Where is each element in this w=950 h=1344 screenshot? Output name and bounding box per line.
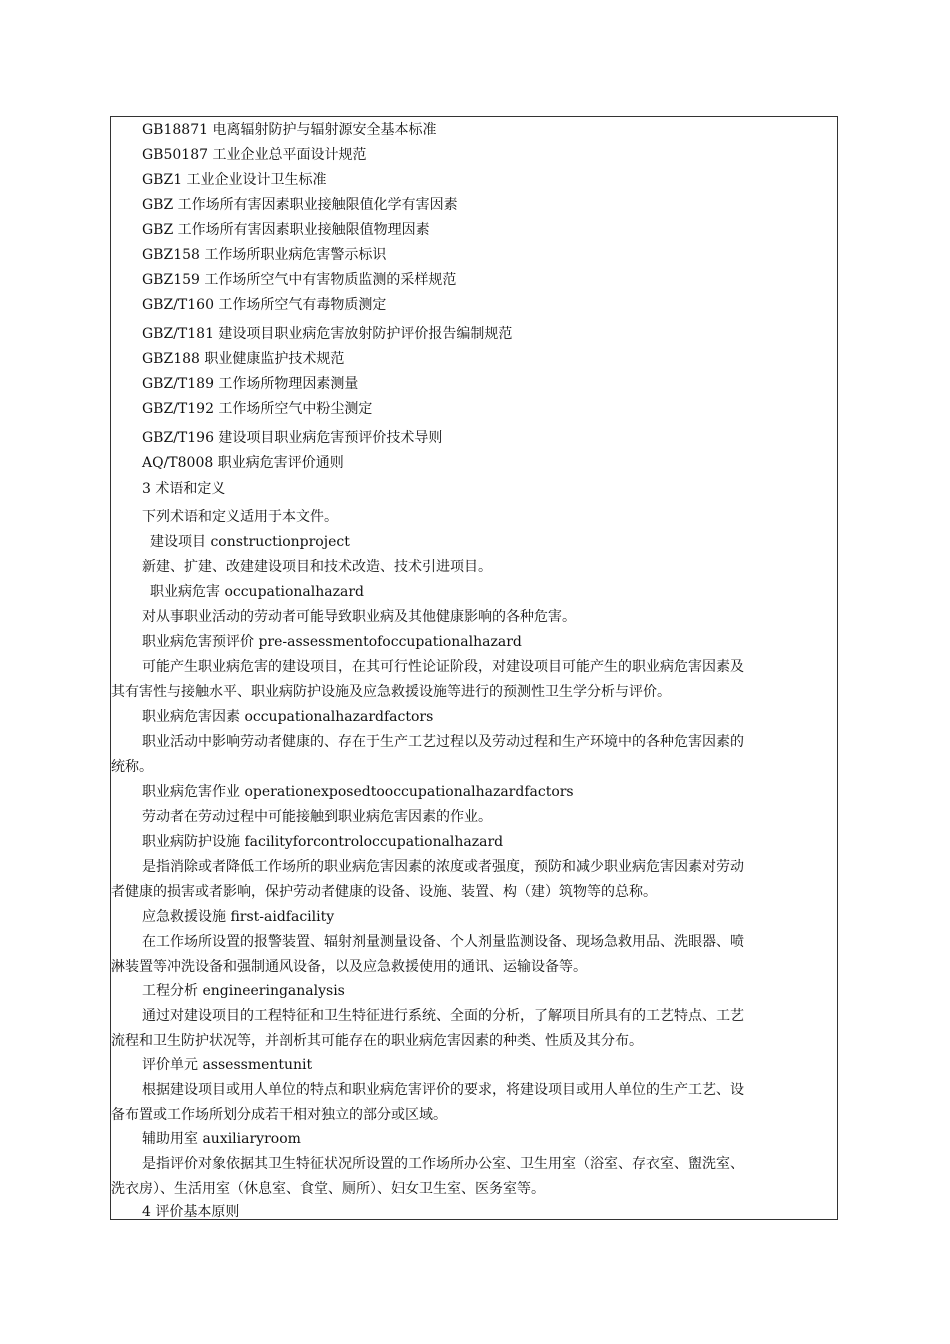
section-heading: 4 评价基本原则 [142, 1204, 240, 1220]
term-title: 评价单元 assessmentunit [142, 1057, 313, 1073]
term-title: 工程分析 engineeringanalysis [142, 983, 345, 999]
term-definition: 可能产生职业病危害的建设项目，在其可行性论证阶段，对建设项目可能产生的职业病危害因素及 [142, 659, 744, 675]
term-definition-cont: 洗衣房）、生活用室（休息室、食堂、厕所）、妇女卫生室、医务室等。 [111, 1181, 545, 1197]
reference-item: GBZ 工作场所有害因素职业接触限值物理因素 [142, 222, 430, 238]
term-definition-cont: 淋装置等冲洗设备和强制通风设备，以及应急救援使用的通讯、运输设备等。 [111, 959, 587, 975]
reference-item: GBZ/T192 工作场所空气中粉尘测定 [142, 401, 373, 417]
term-title: 建设项目 constructionproject [150, 534, 350, 550]
reference-item: GBZ 工作场所有害因素职业接触限值化学有害因素 [142, 197, 458, 213]
term-definition: 新建、扩建、改建建设项目和技术改造、技术引进项目。 [142, 559, 492, 575]
reference-item: GBZ1 工业企业设计卫生标准 [142, 172, 327, 188]
reference-item: GB50187 工业企业总平面设计规范 [142, 147, 367, 163]
reference-item: GBZ159 工作场所空气中有害物质监测的采样规范 [142, 272, 457, 288]
term-title: 职业病危害作业 operationexposedtooccupationalhazardfactors [142, 784, 574, 800]
term-definition-cont: 备布置或工作场所划分成若干相对独立的部分或区域。 [111, 1107, 447, 1123]
term-definition: 是指评价对象依据其卫生特征状况所设置的工作场所办公室、卫生用室（浴室、存衣室、盥洗室、 [142, 1156, 744, 1172]
term-definition: 在工作场所设置的报警装置、辐射剂量测量设备、个人剂量监测设备、现场急救用品、洗眼器、喷 [142, 934, 744, 950]
reference-item: GB18871 电离辐射防护与辐射源安全基本标准 [142, 122, 437, 138]
term-title: 应急救援设施 first-aidfacility [142, 909, 335, 925]
term-definition: 是指消除或者降低工作场所的职业病危害因素的浓度或者强度，预防和减少职业病危害因素对劳动 [142, 859, 744, 875]
reference-item: GBZ/T181 建设项目职业病危害放射防护评价报告编制规范 [142, 326, 513, 342]
reference-item: GBZ/T160 工作场所空气有毒物质测定 [142, 297, 387, 313]
reference-item: GBZ158 工作场所职业病危害警示标识 [142, 247, 387, 263]
reference-item: GBZ/T196 建设项目职业病危害预评价技术导则 [142, 430, 443, 446]
term-definition: 职业活动中影响劳动者健康的、存在于生产工艺过程以及劳动过程和生产环境中的各种危害因素的 [142, 734, 744, 750]
term-definition-cont: 统称。 [111, 759, 153, 775]
term-title: 职业病危害因素 occupationalhazardfactors [142, 709, 434, 725]
term-title: 职业病危害预评价 pre-assessmentofoccupationalhazard [142, 634, 522, 650]
term-definition-cont: 流程和卫生防护状况等，并剖析其可能存在的职业病危害因素的种类、性质及其分布。 [111, 1033, 643, 1049]
term-title: 职业病防护设施 facilityforcontroloccupationalhazard [142, 834, 504, 850]
term-definition-cont: 其有害性与接触水平、职业病防护设施及应急救援设施等进行的预测性卫生学分析与评价。 [111, 684, 671, 700]
term-title: 辅助用室 auxiliaryroom [142, 1131, 301, 1147]
term-definition: 劳动者在劳动过程中可能接触到职业病危害因素的作业。 [142, 809, 492, 825]
reference-item: GBZ/T189 工作场所物理因素测量 [142, 376, 359, 392]
section-heading: 3 术语和定义 [142, 481, 226, 497]
reference-item: AQ/T8008 职业病危害评价通则 [142, 455, 344, 471]
section-intro: 下列术语和定义适用于本文件。 [142, 509, 338, 525]
term-definition: 通过对建设项目的工程特征和卫生特征进行系统、全面的分析，了解项目所具有的工艺特点、工艺 [142, 1008, 744, 1024]
term-definition: 对从事职业活动的劳动者可能导致职业病及其他健康影响的各种危害。 [142, 609, 576, 625]
term-title: 职业病危害 occupationalhazard [150, 584, 364, 600]
term-definition: 根据建设项目或用人单位的特点和职业病危害评价的要求，将建设项目或用人单位的生产工艺、设 [142, 1082, 744, 1098]
term-definition-cont: 者健康的损害或者影响，保护劳动者健康的设备、设施、装置、构（建）筑物等的总称。 [111, 884, 657, 900]
reference-item: GBZ188 职业健康监护技术规范 [142, 351, 345, 367]
